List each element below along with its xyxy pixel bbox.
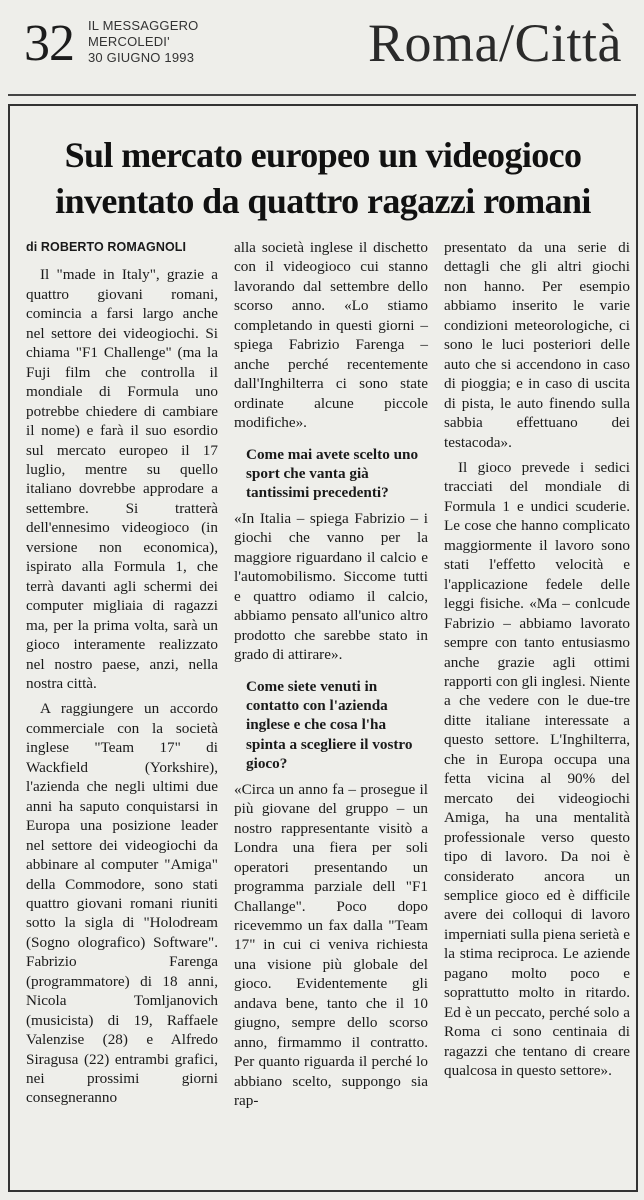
headline-line-2: inventato da quattro ragazzi romani [55,181,591,221]
article-column-3 [444,238,630,1083]
masthead-rule [8,94,636,96]
interview-question: Come mai avete scelto uno sport che vanta già tantissimi precedenti? [246,445,419,502]
interview-question: Come siete venuti in contatto con l'azienda inglese e che cosa l'ha spinta a scegliere il vostro gioco? [246,677,413,773]
masthead [0,0,644,92]
paragraph: Il "made in Italy", grazie a quattro giovani romani, comincia a farsi largo anche nel settore dei videogiochi. Si chiama "F1 Challenge" (ma la Fuji film che controlla il mondiale di Formula uno potrebbe chiedere di cambiare il nome) e farà il suo esordio sul mercato europeo il 17 luglio, mentre su quello italiano dovrebbe approdare a settembre. Si tratterà dell'ennesimo videogioco (in versione non economica), ispirato alla Formula 1, che terrà davanti agli schermi dei computer migliaia di ragazzi ma, per la prima volta, sarà un gioco interamente realizzato nel nostro paese, anzi, nella nostra città. [26,266,218,692]
issue-weekday: MERCOLEDI' [88,34,170,49]
page-number: 32 [24,15,74,72]
headline-line-1: Sul mercato europeo un videogioco [64,135,582,175]
masthead-info [88,18,198,66]
paragraph: «Circa un anno fa – prosegue il più giovane del gruppo – un nostro rappresentante visitò a Londra una fiera per soli operatori presentando un programma parziale dell "F1 Challange". Poco dopo ricevemmo un fax dalla "Team 17" in cui ci veniva richiesta una visione più globale del gioco. Evidentemente gli andava bene, tanto che il 10 giugno, sempre dello scorso anno, firmammo il contratto. Per quanto riguarda il perché lo abbiano scelto, suppongo sia rap- [234,780,428,1110]
issue-date: 30 GIUGNO 1993 [88,50,195,65]
paragraph: alla società inglese il dischetto con il videogioco cui stanno lavorando dal settembre dello scorso anno. «Lo stiamo completando in questi giorni – spiega Fabrizio Farenga – anche perché recentemente dall'Inghilterra ci sono state ordinate alcune piccole modifiche». [234,239,428,432]
paragraph: «In Italia – spiega Fabrizio – i giochi che vanno per la maggiore riguardano il calcio e l'automobilismo. Siccome tutti e quattro odiamo il calcio, abbiamo pensato all'unico altro prodotto che sarebbe stato in grado di attirare». [234,509,428,664]
article-column-2 [234,238,428,1113]
paragraph: presentato da una serie di dettagli che gli altri giochi non hanno. Per esempio abbiamo inserito le varie condizioni meteorologiche, ci sono le luci posteriori delle auto che si accendono in caso di pioggia; e in caso di uscita di pista, le auto finendo sulla sabbia effettuano dei testacoda». [444,239,630,451]
newspaper-name: IL MESSAGGERO [88,18,199,33]
byline: di ROBERTO ROMAGNOLI [26,240,187,254]
article-box [8,104,638,1192]
paragraph: Il gioco prevede i sedici tracciati del mondiale di Formula 1 e undici scuderie. Le cose che hanno complicato maggiormente il lavoro sono stati l'effetto velocità e l'applicazione fedele delle leggi fisiche. «Ma – conlcude Fabrizio – abbiamo lavorato sempre con tanto entusiasmo anche grazie agli ottimi rapporti con gli inglesi. Niente a che vedere con le due-tre ditte italiane interessate a questo settore. L'Inghilterra, che in Europa occupa una fetta vicina al 90% del mercato dei videogiochi Amiga, ha una mentalità professionale verso questo tipo di lavoro. Da noi è considerato ancora un semplice gioco ed è difficile avere dei colloqui di lavoro imperniati sulla piena serietà e la stima reciproca. Le aziende pagano molto poco e soprattutto molto in ritardo. Ed è un peccato, perché solo a Roma ci sono centinaia di ragazzi che tentano di creare qualcosa in questo settore». [444,458,631,1080]
paragraph: A raggiungere un accordo commerciale con la società inglese "Team 17" di Wackfield (Yorkshire), l'azienda che negli ultimi due anni ha saputo conquistarsi in Europa una posizione leader nel settore dei videogiochi da abbinare al computer "Amiga" della Commodore, sono stati quattro giovani romani riuniti sotto la sigla di "Holodream (Sogno olografico) Software". Fabrizio Farenga (programmatore) di 18 anni, Nicola Tomljanovich (musicista) di 19, Raffaele Valenzise (28) e Alfredo Siragusa (22) entrambi grafici, nei prossimi giorni consegneranno [26,700,218,1107]
section-title: Roma/Città [368,13,622,73]
headline [10,132,636,224]
article-column-1 [26,238,218,1111]
